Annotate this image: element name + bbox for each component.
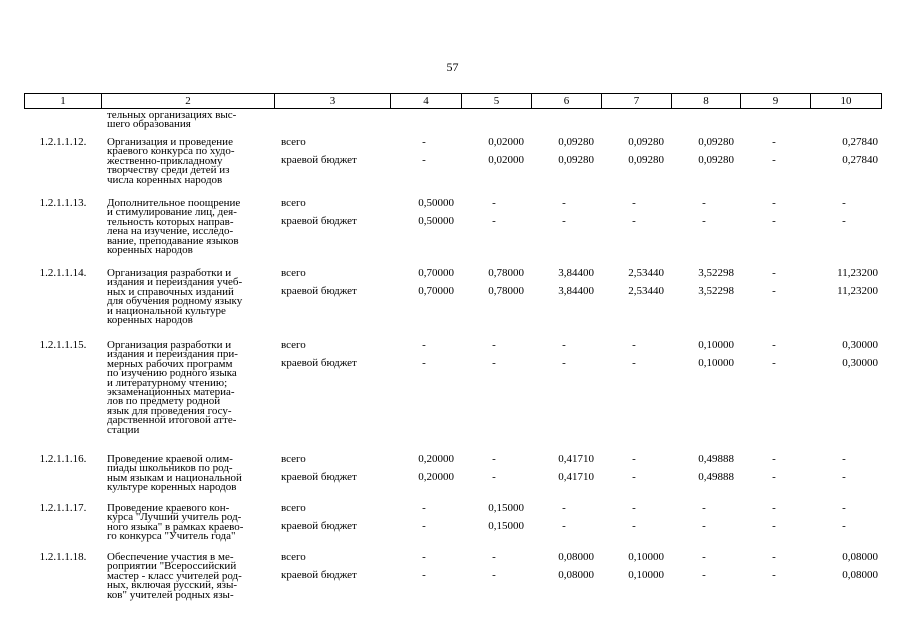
- value-cell: -: [842, 502, 846, 514]
- value-cell: -: [772, 357, 776, 369]
- value-cell: 0,10000: [628, 551, 664, 563]
- value-cell: 0,02000: [488, 136, 524, 148]
- header-col-8: 8: [671, 94, 740, 108]
- value-cell: 0,09280: [558, 136, 594, 148]
- value-cell: -: [492, 357, 496, 369]
- funding-source: краевой бюджет: [281, 285, 357, 297]
- value-cell: -: [772, 136, 776, 148]
- value-cell: 0,78000: [488, 285, 524, 297]
- value-cell: -: [422, 551, 426, 563]
- value-cell: -: [422, 520, 426, 532]
- value-cell: 11,23200: [837, 267, 878, 279]
- value-cell: -: [562, 197, 566, 209]
- value-cell: 0,78000: [488, 267, 524, 279]
- value-cell: 0,15000: [488, 502, 524, 514]
- value-cell: -: [562, 357, 566, 369]
- funding-source: краевой бюджет: [281, 154, 357, 166]
- value-cell: -: [772, 569, 776, 581]
- value-cell: 3,52298: [698, 267, 734, 279]
- value-cell: -: [492, 471, 496, 483]
- value-cell: -: [842, 453, 846, 465]
- value-cell: -: [492, 197, 496, 209]
- row-number: 1.2.1.1.13.: [39, 197, 87, 209]
- header-col-4: 4: [390, 94, 461, 108]
- header-col-2: 2: [101, 94, 274, 108]
- value-cell: -: [632, 502, 636, 514]
- funding-source: всего: [281, 502, 306, 514]
- value-cell: 2,53440: [628, 285, 664, 297]
- row-description: Обеспечение участия в ме- роприятии "Всероссийский мастер - класс учителей род- ных, включая русский, язы- ков" учителей родных язы-: [107, 551, 242, 601]
- value-cell: -: [632, 197, 636, 209]
- row-number: 1.2.1.1.16.: [39, 453, 87, 465]
- funding-source: всего: [281, 197, 306, 209]
- value-cell: 0,08000: [558, 551, 594, 563]
- value-cell: 0,02000: [488, 154, 524, 166]
- value-cell: 0,08000: [842, 551, 878, 563]
- header-col-5: 5: [461, 94, 531, 108]
- header-col-1: 1: [60, 95, 66, 107]
- row-number: 1.2.1.1.18.: [39, 551, 87, 563]
- value-cell: 0,27840: [842, 136, 878, 148]
- value-cell: -: [632, 339, 636, 351]
- value-cell: 0,27840: [842, 154, 878, 166]
- table-header: [24, 93, 882, 109]
- value-cell: -: [492, 339, 496, 351]
- value-cell: -: [562, 502, 566, 514]
- row-number: 1.2.1.1.12.: [39, 136, 87, 148]
- value-cell: -: [562, 520, 566, 532]
- value-cell: 0,49888: [698, 471, 734, 483]
- value-cell: -: [772, 215, 776, 227]
- funding-source: всего: [281, 267, 306, 279]
- row-description: Организация разработки и издания и переиздания учеб- ных и справочных изданий для обучения родному языку и национальной культуре коренных народов: [107, 267, 243, 327]
- value-cell: -: [632, 520, 636, 532]
- row-description: Проведение краевой олим- пиады школьников по род- ным языкам и национальной культуре коренных народов: [107, 453, 242, 494]
- value-cell: 0,30000: [842, 357, 878, 369]
- value-cell: -: [702, 551, 706, 563]
- value-cell: 0,09280: [698, 154, 734, 166]
- value-cell: 0,20000: [418, 453, 454, 465]
- funding-source: всего: [281, 136, 306, 148]
- value-cell: 0,15000: [488, 520, 524, 532]
- header-col-10: 10: [810, 94, 881, 108]
- value-cell: -: [422, 569, 426, 581]
- header-col-6: 6: [531, 94, 601, 108]
- value-cell: -: [772, 520, 776, 532]
- value-cell: 0,20000: [418, 471, 454, 483]
- funding-source: всего: [281, 453, 306, 465]
- value-cell: 0,50000: [418, 215, 454, 227]
- value-cell: -: [772, 197, 776, 209]
- value-cell: 11,23200: [837, 285, 878, 297]
- value-cell: -: [772, 285, 776, 297]
- value-cell: -: [772, 339, 776, 351]
- header-col-7: 7: [601, 94, 671, 108]
- value-cell: -: [842, 520, 846, 532]
- row-number: 1.2.1.1.17.: [39, 502, 87, 514]
- header-col-3: 3: [274, 94, 390, 108]
- value-cell: 0,09280: [628, 154, 664, 166]
- funding-source: краевой бюджет: [281, 357, 357, 369]
- funding-source: краевой бюджет: [281, 471, 357, 483]
- value-cell: -: [702, 215, 706, 227]
- value-cell: 0,09280: [558, 154, 594, 166]
- value-cell: -: [492, 569, 496, 581]
- value-cell: -: [772, 502, 776, 514]
- value-cell: 0,10000: [698, 339, 734, 351]
- value-cell: -: [422, 339, 426, 351]
- value-cell: 0,09280: [698, 136, 734, 148]
- funding-source: краевой бюджет: [281, 569, 357, 581]
- value-cell: 0,50000: [418, 197, 454, 209]
- funding-source: краевой бюджет: [281, 215, 357, 227]
- value-cell: 0,10000: [698, 357, 734, 369]
- value-cell: -: [842, 215, 846, 227]
- value-cell: 0,70000: [418, 285, 454, 297]
- value-cell: 0,30000: [842, 339, 878, 351]
- value-cell: 0,70000: [418, 267, 454, 279]
- value-cell: -: [422, 136, 426, 148]
- row-description: Организация и проведение краевого конкурса по худо- жественно-прикладному творчеству среди детей из числа коренных народов: [107, 136, 235, 186]
- value-cell: -: [492, 215, 496, 227]
- value-cell: -: [702, 197, 706, 209]
- value-cell: -: [772, 551, 776, 563]
- value-cell: 3,52298: [698, 285, 734, 297]
- value-cell: -: [632, 357, 636, 369]
- value-cell: -: [422, 502, 426, 514]
- value-cell: -: [772, 267, 776, 279]
- value-cell: -: [492, 453, 496, 465]
- value-cell: -: [702, 569, 706, 581]
- page-number: 57: [446, 60, 459, 74]
- value-cell: -: [842, 197, 846, 209]
- value-cell: -: [632, 453, 636, 465]
- value-cell: 0,08000: [558, 569, 594, 581]
- value-cell: -: [632, 471, 636, 483]
- value-cell: -: [492, 551, 496, 563]
- value-cell: 0,41710: [558, 453, 594, 465]
- value-cell: 2,53440: [628, 267, 664, 279]
- row-number: 1.2.1.1.15.: [39, 339, 87, 351]
- value-cell: 0,41710: [558, 471, 594, 483]
- value-cell: 3,84400: [558, 285, 594, 297]
- row-number: 1.2.1.1.14.: [39, 267, 87, 279]
- funding-source: всего: [281, 339, 306, 351]
- value-cell: -: [702, 520, 706, 532]
- funding-source: краевой бюджет: [281, 520, 357, 532]
- value-cell: 0,09280: [628, 136, 664, 148]
- row-description: Организация разработки и издания и переиздания при- мерных рабочих программ по изучению родного языка и литературному чтению; экзаменационных материа- лов по предмету родной язык для проведения госу- дарственной итоговой атте- стации: [107, 339, 238, 436]
- value-cell: -: [562, 215, 566, 227]
- value-cell: -: [422, 154, 426, 166]
- value-cell: -: [842, 471, 846, 483]
- funding-source: всего: [281, 551, 306, 563]
- value-cell: 3,84400: [558, 267, 594, 279]
- value-cell: -: [772, 453, 776, 465]
- row-description: Проведение краевого кон- курса "Лучший учитель род- ного языка" в рамках краево- го конкурса "Учитель года": [107, 502, 244, 543]
- value-cell: 0,10000: [628, 569, 664, 581]
- value-cell: -: [772, 154, 776, 166]
- value-cell: -: [422, 357, 426, 369]
- value-cell: -: [562, 339, 566, 351]
- value-cell: -: [772, 471, 776, 483]
- value-cell: 0,08000: [842, 569, 878, 581]
- header-col-9: 9: [740, 94, 810, 108]
- value-cell: -: [702, 502, 706, 514]
- row-description: Дополнительное поощрение и стимулирование лиц, дея- тельность которых направ- лена на изучение, исследо- вание, преподавание языков коренных народов: [107, 197, 241, 257]
- value-cell: -: [632, 215, 636, 227]
- continuation-text: тельных организациях выс- шего образования: [107, 109, 237, 131]
- value-cell: 0,49888: [698, 453, 734, 465]
